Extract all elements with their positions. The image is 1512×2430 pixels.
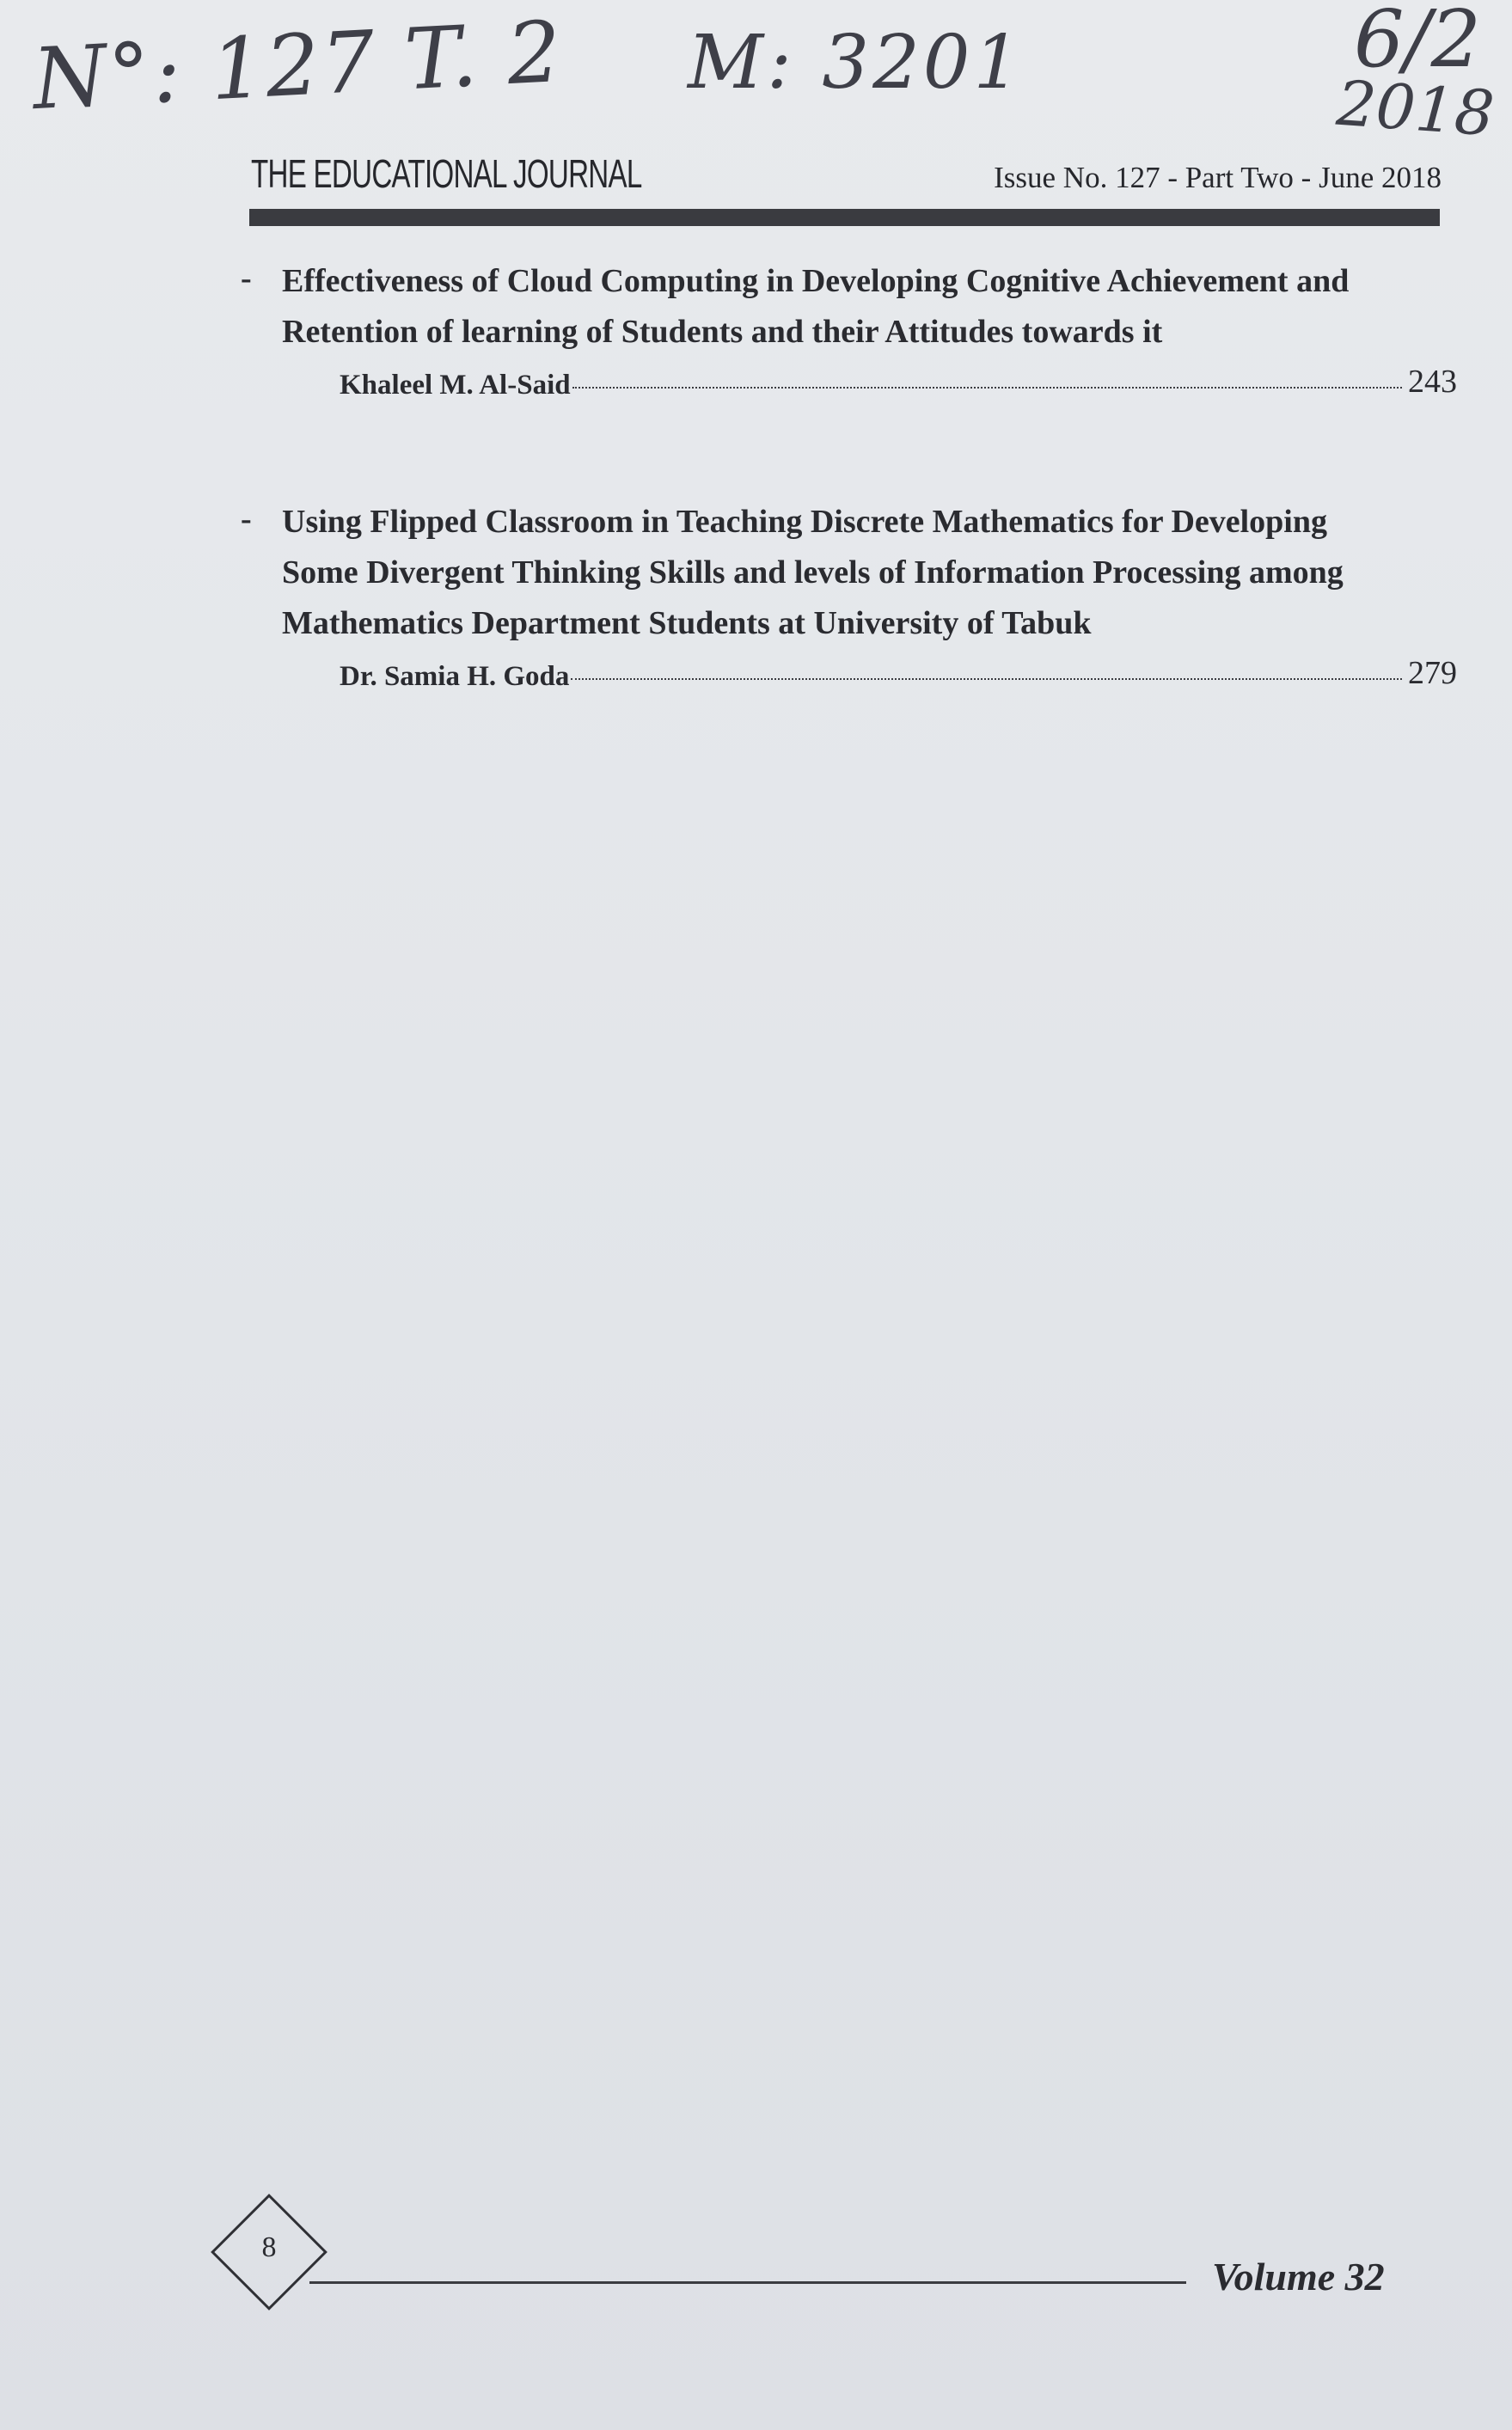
footer-rule	[309, 2281, 1186, 2284]
article-title: Effectiveness of Cloud Computing in Developing Cognitive Achievement and Retention of learning of Students and their Attitudes towards it	[282, 263, 1350, 350]
toc-entry[interactable]	[241, 497, 1457, 693]
handwritten-month-note: 6/2	[1354, 0, 1482, 85]
toc-entry[interactable]	[241, 256, 1457, 401]
handwritten-code-note: M: 3201	[688, 20, 1025, 106]
dot-leader	[572, 387, 1402, 389]
journal-name: THE EDUCATIONAL JOURNAL	[251, 151, 642, 196]
handwritten-issue-note: N°: 127 T. 2	[30, 3, 566, 130]
article-author: Dr. Samia H. Goda	[340, 661, 570, 692]
bullet: -	[241, 260, 252, 297]
footer-page-number: 8	[261, 2231, 277, 2263]
page-number: 279	[1408, 655, 1457, 691]
article-title: Using Flipped Classroom in Teaching Discrete Mathematics for Developing Some Divergent Thinking Skills and levels of Information Processing among Mathematics Department Students at University of Tabuk	[282, 504, 1344, 641]
page-number: 243	[1408, 364, 1457, 400]
author-line	[340, 655, 1457, 693]
author-line	[340, 364, 1457, 401]
issue-info: Issue No. 127 - Part Two - June 2018	[994, 161, 1442, 194]
handwritten-year-note: 2018	[1334, 66, 1497, 150]
bullet: -	[241, 501, 252, 537]
article-author: Khaleel M. Al-Said	[340, 370, 571, 401]
volume-label: Volume 32	[1212, 2255, 1385, 2298]
header-rule	[249, 209, 1440, 226]
dot-leader	[571, 678, 1402, 680]
